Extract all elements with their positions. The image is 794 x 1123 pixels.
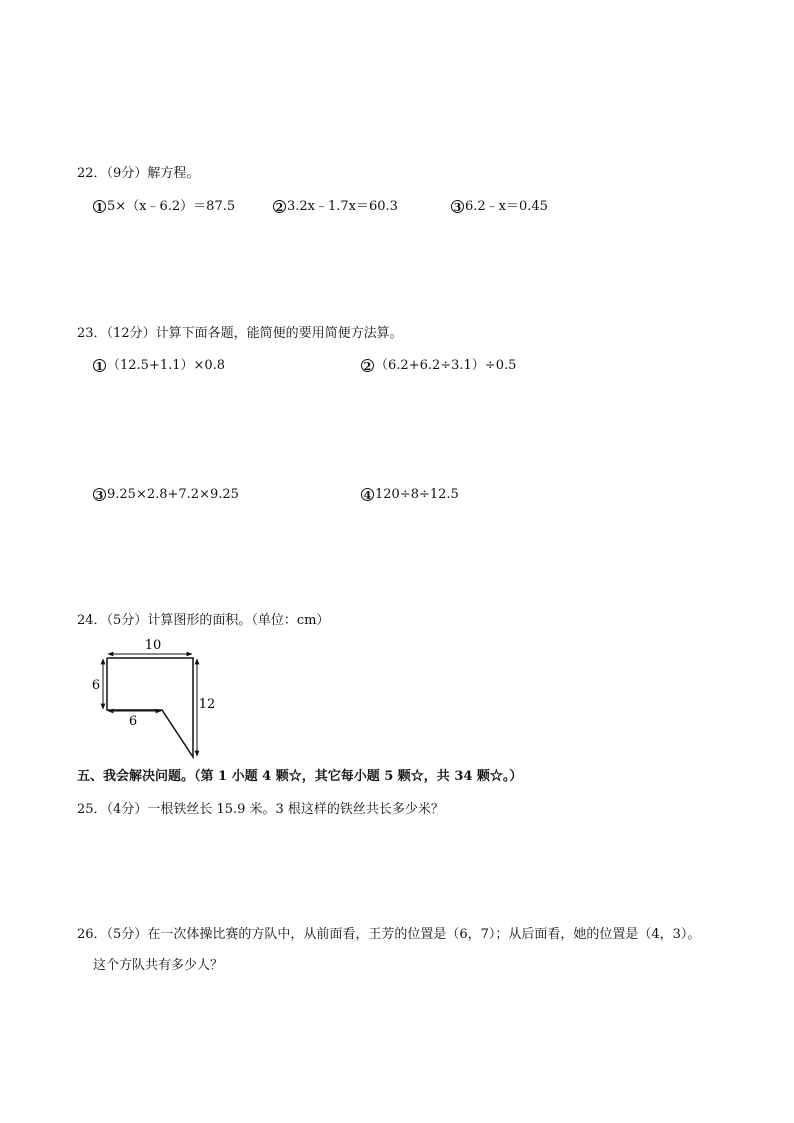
area-figure [85,633,225,765]
q22-item-1-text: 5×（x﹣6.2）＝87.5 [107,199,236,214]
q22-item-2 [273,199,398,215]
q26-line1: 26．（5分）在一次体操比赛的方队中，从前面看，王芳的位置是（6，7）；从后面看，她的位置是（4，3）。 [77,927,701,942]
dim-label-right: 12 [198,697,216,712]
section5-header: 五、我会解决问题。（第 1 小题 4 颗☆，其它每小题 5 颗☆，共 34 颗☆。） [77,769,523,784]
q23-item-3 [93,487,239,503]
circled-number: 2 [361,359,374,372]
q23-item-3-text: 9.25×2.8+7.2×9.25 [107,487,239,502]
q22-item-2-text: 3.2x﹣1.7x＝60.3 [287,199,398,214]
dim-label-bottom: 6 [128,714,138,729]
q23-item-4 [361,487,459,503]
q25-header: 25．（4分）一根铁丝长 15.9 米。3 根这样的铁丝共长多少米？ [77,802,444,817]
circled-number: 3 [451,200,464,213]
q26-line2: 这个方队共有多少人？ [93,958,224,973]
q22-item-3-text: 6.2﹣x＝0.45 [465,199,548,214]
q23-item-2 [361,358,516,374]
q23-item-2-text: （6.2+6.2÷3.1）÷0.5 [375,358,517,373]
q23-item-1 [93,358,225,374]
dim-label-top: 10 [144,638,162,653]
circled-number: 1 [93,200,106,213]
q23-header: 23．（12分）计算下面各题，能简便的要用简便方法算。 [77,326,403,341]
circled-number: 1 [93,359,106,372]
dim-label-left: 6 [91,678,101,693]
q23-item-4-text: 120÷8÷12.5 [375,487,459,502]
figure-outline [107,658,193,757]
q23-item-1-text: （12.5+1.1）×0.8 [107,358,226,373]
circled-number: 3 [93,488,106,501]
q22-item-1 [93,199,235,215]
q22-item-3 [451,199,548,215]
circled-number: 4 [361,488,374,501]
circled-number: 2 [273,200,286,213]
q24-header: 24．（5分）计算图形的面积。（单位：cm） [77,613,330,628]
q22-header: 22．（9分）解方程。 [77,166,200,181]
